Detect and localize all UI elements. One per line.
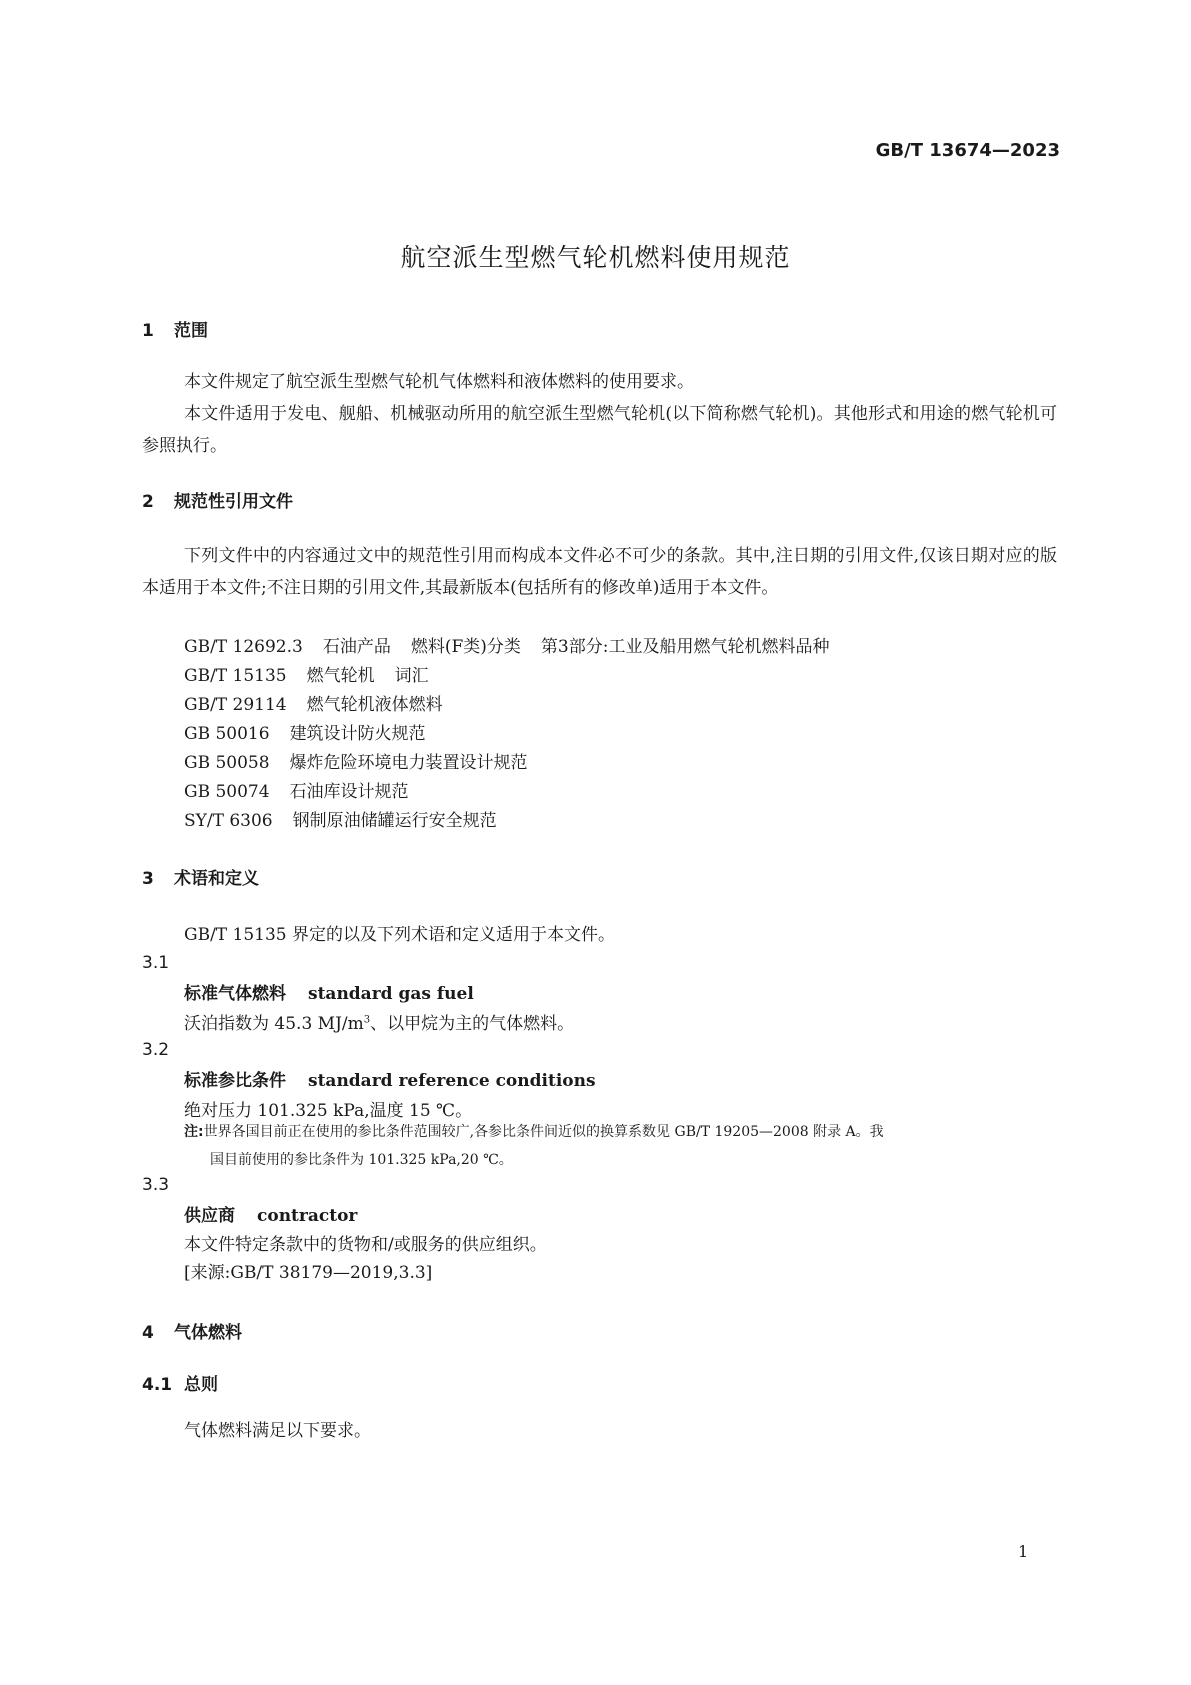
section-title: 术语和定义 (174, 869, 259, 889)
paragraph: GB/T 15135 界定的以及下列术语和定义适用于本文件。 (184, 925, 616, 945)
term-source: [来源:GB/T 38179—2019,3.3] (184, 1263, 433, 1283)
term-definition: 沃泊指数为 45.3 $MJ/m^3$、以甲烷为主的气体燃料。 (184, 1014, 575, 1034)
term-number: 3.3 (142, 1175, 170, 1195)
section-number: 4 (142, 1323, 154, 1343)
section-title: 总则 (184, 1375, 218, 1395)
reference-title: 钢制原油储罐运行安全规范 (292, 811, 497, 831)
note-text: 国目前使用的参比条件为 101.325 kPa,20 ℃。 (210, 1152, 513, 1168)
standard-code: GB/T 13674—2023 (875, 140, 1060, 161)
term-definition: 本文件特定条款中的货物和/或服务的供应组织。 (184, 1235, 547, 1255)
term-chinese: 标准参比条件 (184, 1071, 286, 1091)
reference-code: GB 50074 (184, 782, 270, 802)
section-title: 范围 (174, 321, 208, 341)
section-4-heading (142, 1318, 242, 1343)
section-number: 4.1 (142, 1375, 173, 1395)
reference-item (184, 632, 829, 657)
reference-item (184, 748, 528, 773)
term-english: contractor (257, 1206, 358, 1226)
section-number: 1 (142, 321, 154, 341)
reference-item (184, 719, 426, 744)
note-text: 世界各国目前正在使用的参比条件范围较广,各参比条件间近似的换算系数见 GB/T 19205—2008 附录 A。我 (203, 1124, 884, 1140)
reference-title: 词汇 (394, 666, 429, 686)
reference-item (184, 661, 429, 686)
term-chinese: 标准气体燃料 (184, 984, 286, 1004)
reference-title: 燃气轮机液体燃料 (306, 695, 443, 715)
reference-title: 第3部分:工业及船用燃气轮机燃料品种 (540, 637, 830, 657)
section-3-heading (142, 864, 259, 889)
reference-code: GB 50016 (184, 724, 270, 744)
term-number: 3.2 (142, 1040, 170, 1060)
reference-item (184, 690, 443, 715)
paragraph: 本文件适用于发电、舰船、机械驱动所用的航空派生型燃气轮机(以下简称燃气轮机)。其他形式和用途的燃气轮机可参照执行。 (142, 404, 1057, 456)
section-number: 3 (142, 869, 154, 889)
subsection-4-1-heading (142, 1370, 218, 1395)
term-definition: 绝对压力 101.325 kPa,温度 15 ℃。 (184, 1101, 473, 1121)
reference-code: GB/T 29114 (184, 695, 287, 715)
paragraph: 气体燃料满足以下要求。 (184, 1421, 371, 1441)
section-1-heading (142, 316, 208, 341)
reference-title: 燃料(F类)分类 (410, 637, 521, 657)
section-2-heading (142, 487, 293, 512)
reference-title: 燃气轮机 (306, 666, 375, 686)
reference-title: 石油产品 (322, 637, 391, 657)
term-entry (184, 1201, 357, 1226)
section-title: 规范性引用文件 (174, 492, 293, 512)
section-number: 2 (142, 492, 154, 512)
term-entry (184, 979, 474, 1004)
page-number: 1 (1018, 1542, 1029, 1561)
reference-item (184, 777, 409, 802)
note (184, 1118, 1062, 1174)
term-entry (184, 1066, 596, 1091)
reference-code: GB/T 12692.3 (184, 637, 303, 657)
reference-title: 爆炸危险环境电力装置设计规范 (289, 753, 528, 773)
paragraph: 下列文件中的内容通过文中的规范性引用而构成本文件必不可少的条款。其中,注日期的引用文件,仅该日期对应的版本适用于本文件;不注日期的引用文件,其最新版本(包括所有的修改单)适用于本文件。 (142, 546, 1057, 598)
term-english: standard reference conditions (308, 1071, 596, 1091)
reference-title: 石油库设计规范 (289, 782, 409, 802)
document-title: 航空派生型燃气轮机燃料使用规范 (400, 243, 791, 272)
reference-code: SY/T 6306 (184, 811, 273, 831)
reference-code: GB 50058 (184, 753, 270, 773)
reference-title: 建筑设计防火规范 (289, 724, 426, 744)
term-english: standard gas fuel (308, 984, 474, 1004)
term-chinese: 供应商 (184, 1206, 235, 1226)
reference-item (184, 806, 497, 831)
paragraph: 本文件规定了航空派生型燃气轮机气体燃料和液体燃料的使用要求。 (184, 372, 694, 392)
term-number: 3.1 (142, 953, 170, 973)
section-title: 气体燃料 (174, 1323, 242, 1343)
reference-code: GB/T 15135 (184, 666, 287, 686)
note-label: 注: (184, 1124, 204, 1140)
